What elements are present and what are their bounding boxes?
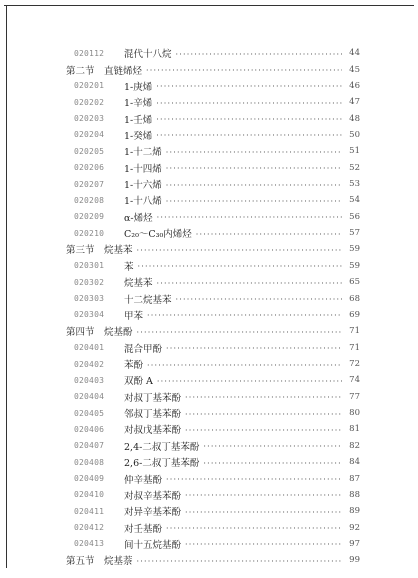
toc-entry [60, 438, 360, 454]
dot-leader [166, 148, 342, 157]
entry-title: 对叔丁基苯酚 [124, 392, 182, 404]
dot-leader [146, 66, 342, 75]
dot-leader [156, 131, 342, 140]
entry-code: 020205 [74, 146, 105, 156]
entry-page-number: 57 [349, 228, 360, 239]
entry-page-number: 59 [349, 244, 360, 255]
entry-code: 020405 [74, 408, 105, 418]
entry-code: 020303 [74, 294, 105, 304]
entry-code: 020210 [74, 228, 105, 238]
toc-entry [60, 421, 360, 437]
dot-leader [157, 213, 342, 222]
toc-entry [60, 192, 360, 208]
entry-page-number: 74 [349, 375, 360, 386]
entry-code: 020409 [74, 474, 105, 484]
entry-title: 混合甲酚 [124, 343, 163, 355]
dot-leader [166, 524, 342, 533]
toc-entry [60, 487, 360, 503]
entry-page-number: 59 [349, 260, 360, 271]
entry-title: 甲苯 [124, 310, 144, 322]
entry-title: 对异辛基苯酚 [124, 507, 182, 519]
entry-page-number: 50 [349, 129, 360, 140]
entry-page-number: 88 [349, 489, 360, 500]
toc-entry [60, 372, 360, 388]
entry-title: 1-十六烯 [124, 180, 162, 192]
entry-page-number: 97 [349, 538, 360, 549]
dot-leader [166, 344, 342, 353]
toc-section-heading [60, 241, 360, 257]
entry-page-number: 81 [349, 424, 360, 435]
entry-code: 020411 [74, 506, 105, 516]
dot-leader [203, 459, 342, 468]
entry-page-number: 89 [349, 506, 360, 517]
dot-leader [176, 50, 342, 59]
entry-code: 020404 [74, 392, 105, 402]
entry-code: 020206 [74, 163, 105, 173]
entry-page-number: 53 [349, 179, 360, 190]
entry-page-number: 82 [349, 440, 360, 451]
toc-entry [60, 356, 360, 372]
entry-title: 邻叔丁基苯酚 [124, 409, 182, 421]
dot-leader [185, 491, 342, 500]
entry-page-number: 72 [349, 359, 360, 369]
entry-page-number: 54 [349, 195, 360, 206]
entry-page-number: 65 [349, 277, 360, 288]
dot-leader [185, 393, 342, 402]
entry-title: 间十五烷基酚 [124, 539, 182, 551]
toc-entry [60, 78, 360, 94]
toc-entry [60, 45, 360, 61]
toc-section-heading [60, 552, 360, 568]
entry-page-number: 45 [349, 64, 360, 75]
dot-leader [185, 508, 342, 517]
toc-section-heading [60, 323, 360, 339]
entry-page-number: 47 [349, 97, 360, 108]
toc-entry [60, 94, 360, 110]
dot-leader [157, 377, 342, 386]
entry-title: 苯酚 [124, 360, 144, 371]
entry-title: 2,4-二叔丁基苯酚 [124, 441, 200, 453]
entry-title: 混代十八烷 [124, 49, 172, 61]
entry-title: 双酚 A [124, 376, 153, 388]
toc-entry [60, 258, 360, 274]
entry-page-number: 68 [349, 293, 360, 304]
entry-code: 020403 [74, 375, 105, 385]
entry-page-number: 80 [349, 408, 360, 419]
toc-entry [60, 389, 360, 405]
dot-leader [166, 475, 342, 484]
left-border [6, 5, 7, 568]
dot-leader [137, 246, 342, 255]
entry-page-number: 71 [349, 342, 360, 353]
entry-title: 1-庚烯 [124, 81, 153, 93]
entry-code: 020408 [74, 457, 105, 467]
dot-leader [157, 279, 342, 288]
entry-code: 020402 [74, 359, 105, 369]
dot-leader [185, 410, 342, 419]
entry-code: 020204 [74, 130, 105, 140]
dot-leader [166, 164, 342, 173]
entry-title: 苯 [124, 261, 134, 273]
entry-title: 1-十八烯 [124, 196, 162, 208]
entry-page-number: 46 [349, 80, 360, 91]
entry-title: 第四节 烷基酚 [66, 327, 133, 339]
entry-code: 020207 [74, 179, 105, 189]
dot-leader [147, 311, 342, 320]
dot-leader [196, 230, 342, 239]
entry-page-number: 71 [349, 326, 360, 337]
entry-title: 对叔戊基苯酚 [124, 425, 182, 437]
entry-page-number: 84 [349, 457, 360, 468]
entry-title: 1-癸烯 [124, 130, 153, 142]
dot-leader [156, 99, 342, 108]
entry-code: 020410 [74, 490, 105, 500]
top-border [4, 5, 414, 6]
entry-code: 020413 [74, 539, 105, 549]
toc-entry [60, 470, 360, 486]
toc-entry [60, 160, 360, 176]
dot-leader [156, 82, 342, 91]
dot-leader [185, 426, 342, 435]
entry-title: 烷基苯 [124, 278, 153, 290]
toc-entry [60, 339, 360, 355]
entry-title: C₂₀～C₃₀内烯烃 [124, 229, 192, 241]
entry-page-number: 69 [349, 309, 360, 320]
entry-code: 020412 [74, 523, 105, 533]
entry-title: 第五节 烷基萘 [66, 556, 133, 568]
entry-title: 1-壬烯 [124, 114, 153, 126]
entry-title: 十二烷基苯 [124, 294, 172, 306]
entry-title: 第三节 烷基苯 [66, 245, 133, 257]
entry-code: 020209 [74, 212, 105, 222]
toc-entry [60, 503, 360, 519]
entry-code: 020301 [74, 261, 105, 271]
toc-entry [60, 110, 360, 126]
entry-page-number: 99 [349, 555, 360, 566]
dot-leader [137, 328, 342, 337]
toc-section-heading [60, 61, 360, 77]
entry-title: 对叔辛基苯酚 [124, 490, 182, 502]
entry-title: 1-十二烯 [124, 147, 162, 159]
entry-code: 020401 [74, 343, 105, 353]
toc-entry [60, 519, 360, 535]
toc-entry [60, 143, 360, 159]
entry-code: 020112 [74, 48, 105, 58]
table-of-contents [60, 45, 360, 569]
toc-entry [60, 176, 360, 192]
entry-title: 仲辛基酚 [124, 474, 163, 486]
dot-leader [147, 361, 342, 370]
dot-leader [137, 557, 342, 566]
entry-code: 020201 [74, 81, 105, 91]
dot-leader [166, 197, 342, 206]
entry-page-number: 92 [349, 522, 360, 533]
dot-leader [166, 181, 342, 190]
dot-leader [156, 115, 342, 124]
entry-title: 第二节 直链烯烃 [66, 65, 143, 77]
dot-leader [185, 540, 342, 549]
toc-entry [60, 127, 360, 143]
toc-entry [60, 454, 360, 470]
entry-title: α-烯烃 [124, 212, 153, 224]
toc-entry [60, 225, 360, 241]
entry-code: 020203 [74, 114, 105, 124]
toc-entry [60, 536, 360, 552]
entry-page-number: 44 [349, 48, 360, 59]
entry-code: 020208 [74, 195, 105, 205]
dot-leader [176, 295, 342, 304]
toc-entry [60, 274, 360, 290]
dot-leader [138, 262, 342, 271]
entry-page-number: 52 [349, 162, 360, 173]
entry-page-number: 87 [349, 473, 360, 484]
entry-code: 020407 [74, 441, 105, 451]
entry-title: 1-十四烯 [124, 163, 162, 175]
toc-entry [60, 209, 360, 225]
entry-title: 2,6-二叔丁基苯酚 [124, 458, 200, 470]
entry-title: 1-辛烯 [124, 98, 153, 110]
entry-page-number: 77 [349, 391, 360, 402]
toc-entry [60, 405, 360, 421]
toc-entry [60, 290, 360, 306]
dot-leader [203, 442, 342, 451]
entry-title: 对壬基酚 [124, 523, 163, 535]
entry-code: 020406 [74, 424, 105, 434]
toc-entry [60, 307, 360, 323]
entry-code: 020304 [74, 310, 105, 320]
entry-page-number: 56 [349, 211, 360, 222]
entry-page-number: 48 [349, 113, 360, 124]
entry-page-number: 51 [349, 146, 360, 157]
entry-code: 020202 [74, 97, 105, 107]
entry-code: 020302 [74, 277, 105, 287]
